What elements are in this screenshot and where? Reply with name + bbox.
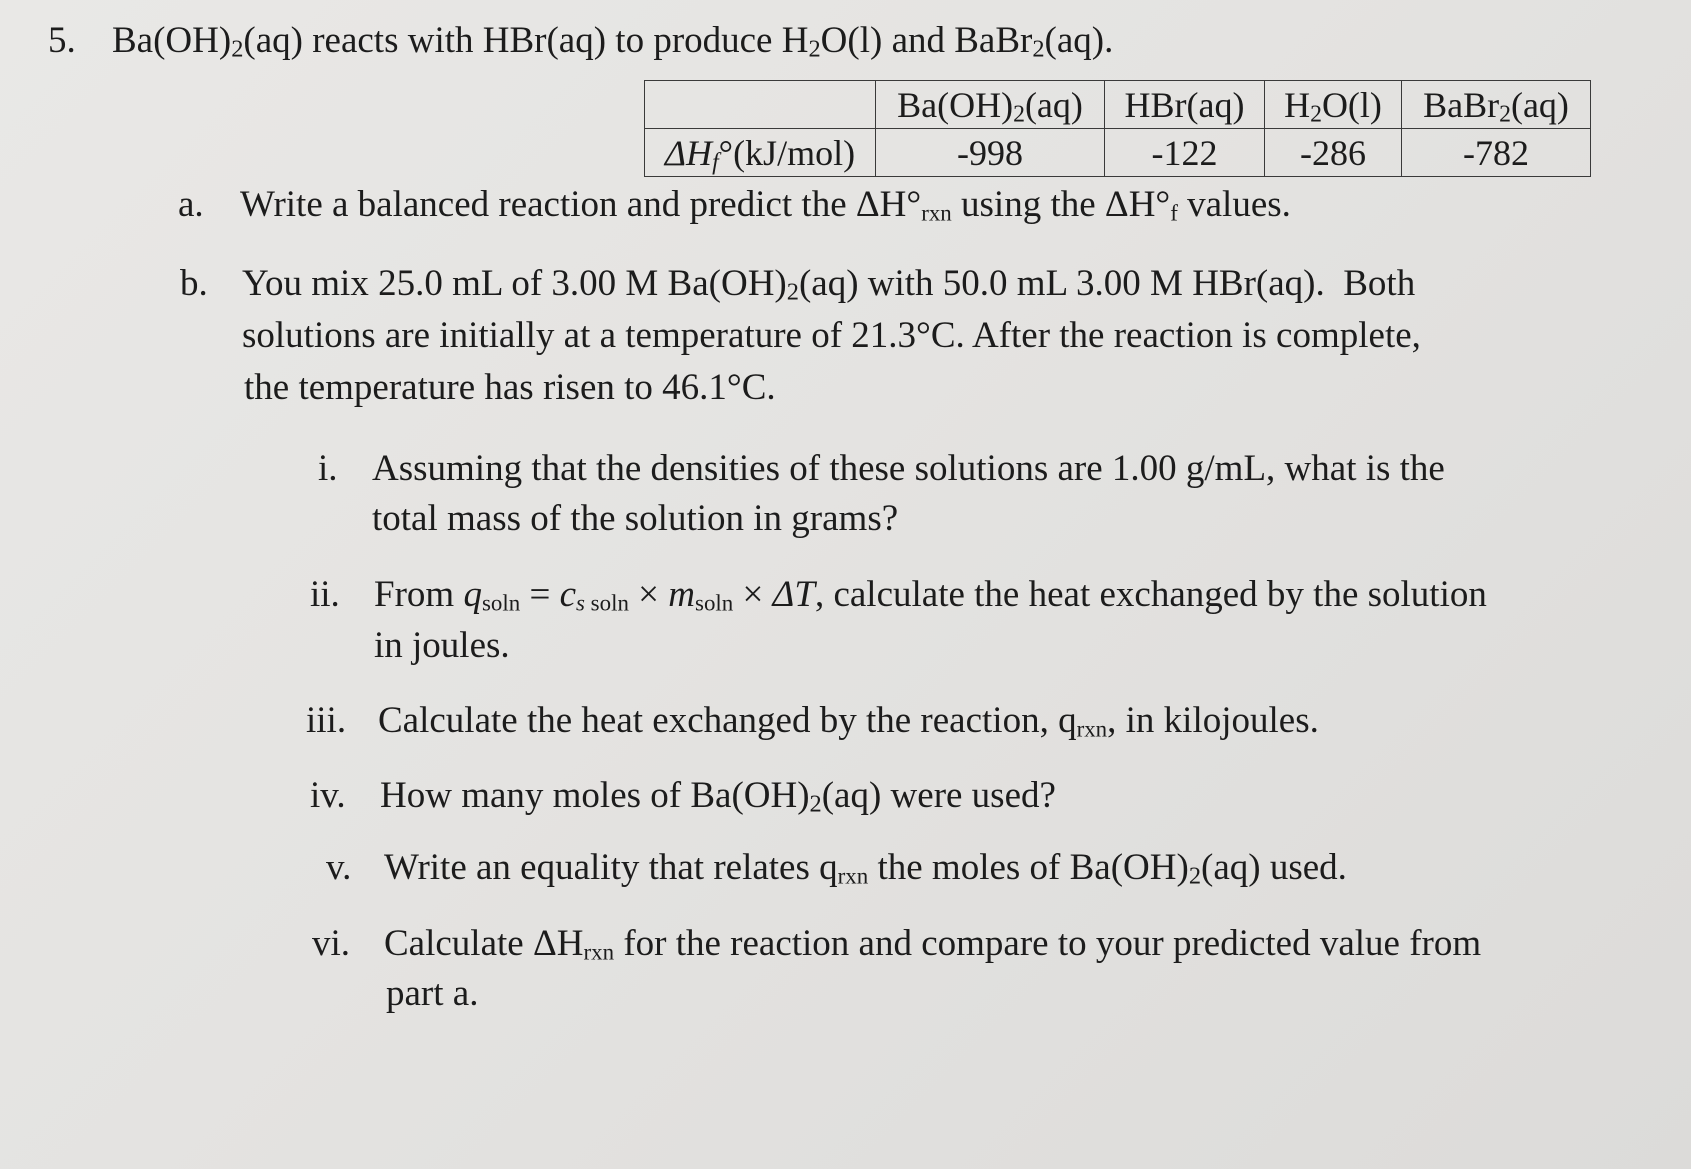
question-statement [112,20,1114,63]
enthalpy-table [644,80,1591,177]
part-a-text: Write a balanced reaction and predict the $\Delta H^\circ_{rxn}$ using the $\Delta H^\circ_f$ values. [240,184,1291,226]
question-text-prefix: Ba(OH) [112,20,232,61]
table-header-row [645,81,1591,129]
table-row-label: $\Delta H_f^\circ(kJ/mol)$ [645,129,876,177]
sub-item-i-line-1: Assuming that the densities of these solutions are 1.00 g/mL, what is the [372,448,1445,489]
sub-item-i-marker: i. [318,448,338,489]
table-cell: -782 [1402,129,1591,177]
part-a-marker: a. [178,184,204,225]
formula-c: c [559,574,576,615]
table-cell: -122 [1105,129,1265,177]
table-header-cell: BaBr$_2$(aq) [1402,81,1591,129]
part-b-line-2: solutions are initially at a temperature of 21.3°C. After the reaction is complete, [242,315,1421,356]
part-b-marker: b. [180,263,208,304]
sub-item-ii-text: calculate the heat exchanged by the solution [833,574,1487,615]
sub-item-v-line-1: Write an equality that relates $q_{rxn}$ the moles of $Ba(OH)_2(aq)$ used. [384,847,1347,890]
sub-item-iv-line-1: How many moles of $Ba(OH)_2(aq)$ were used? [380,775,1056,818]
sub-item-ii-line-2: in joules. [374,625,510,666]
subscript-2: 2 [1032,35,1045,63]
table-cell: -998 [876,129,1105,177]
formula-m: m [668,574,696,615]
formula-q: q [463,574,482,615]
question-text-rest: (aq) reacts with HBr(aq) to produce H [243,20,809,61]
sub-item-iv-marker: iv. [310,775,346,816]
part-b-line-3: the temperature has risen to 46.1°C. [244,367,776,408]
sub-item-ii-line-1: From $q_{soln} = c_{s soln} \times m_{soln} \times \Delta T$, calculate the heat exchanged by the solution [374,574,1487,616]
formula-from: From [374,574,464,615]
subscript-2: 2 [808,35,821,63]
table-cell: -286 [1265,129,1402,177]
sub-item-iii-marker: iii. [306,700,347,741]
part-b-line-1: You mix 25.0 mL of 3.00 M $Ba(OH)_2(aq)$ with 50.0 mL 3.00 M HBr(aq). Both [242,263,1416,306]
table-row [645,129,1591,177]
sub-item-ii-marker: ii. [310,574,340,615]
question-number: 5. [48,20,76,61]
question-text-rest2: O(l) and BaBr [820,20,1033,61]
formula-delta-t: ΔT [772,574,815,615]
table-header-cell: HBr(aq) [1105,81,1265,129]
sub-item-i-line-2: total mass of the solution in grams? [372,498,899,539]
table-header-cell: $H_2O(l)$ [1265,81,1402,129]
subscript-2: 2 [231,35,244,63]
table-cell-empty [645,81,876,129]
question-text-end: (aq). [1044,20,1114,61]
sub-item-v-marker: v. [326,847,352,888]
sub-item-iii-line-1: Calculate the heat exchanged by the reaction, $q_{rxn}$, in kilojoules. [378,700,1319,742]
table-header-cell: $Ba(OH)_2(aq)$ [876,81,1105,129]
sub-item-vi-line-1: Calculate $\Delta H_{rxn}$ for the reaction and compare to your predicted value from [384,923,1482,965]
sub-item-vi-line-2: part a. [386,973,479,1014]
sub-item-vi-marker: vi. [312,923,351,964]
